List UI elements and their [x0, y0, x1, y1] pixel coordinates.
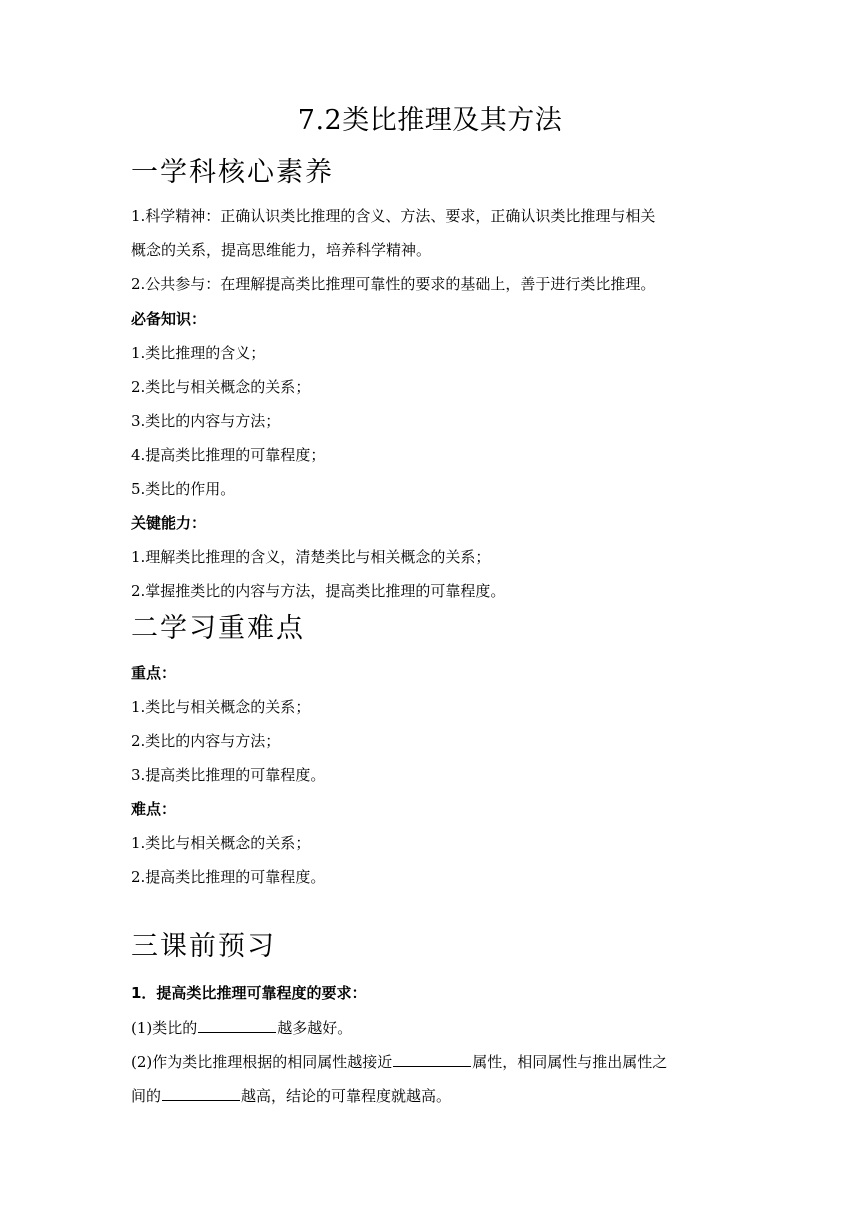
fill-blank[interactable] — [162, 1084, 240, 1101]
ability-item: 2.掌握推类比的内容与方法，提高类比推理的可靠程度。 — [131, 582, 506, 600]
question-1a — [131, 1016, 741, 1039]
question-1-label: 1．提高类比推理可靠程度的要求： — [131, 984, 367, 1002]
knowledge-item: 4.提高类比推理的可靠程度； — [131, 446, 326, 464]
key-point-item: 1.类比与相关概念的关系； — [131, 698, 311, 716]
knowledge-item: 3.类比的内容与方法； — [131, 412, 281, 430]
knowledge-item: 2.类比与相关概念的关系； — [131, 378, 311, 396]
key-points-label: 重点： — [131, 664, 177, 682]
required-knowledge-label: 必备知识： — [131, 310, 207, 328]
knowledge-item: 5.类比的作用。 — [131, 480, 236, 498]
fill-blank[interactable] — [393, 1050, 471, 1067]
document-title: 7.2类比推理及其方法 — [297, 105, 563, 136]
section-heading-2: 二学习重难点 — [131, 613, 305, 644]
question-1c-text-end: 越高，结论的可靠程度就越高。 — [241, 1087, 452, 1105]
literacy-item-1-line2: 概念的关系，提高思维能力，培养科学精神。 — [131, 241, 432, 259]
key-ability-label: 关键能力： — [131, 514, 207, 532]
question-1a-text-end: 越多越好。 — [277, 1019, 353, 1037]
key-point-item: 2.类比的内容与方法； — [131, 732, 281, 750]
question-1a-text: (1)类比的 — [131, 1019, 198, 1037]
question-1c-text: 间的 — [131, 1087, 162, 1105]
difficult-point-item: 1.类比与相关概念的关系； — [131, 834, 311, 852]
section-heading-1: 一学科核心素养 — [131, 157, 334, 188]
question-1b-text: (2)作为类比推理根据的相同属性越接近 — [131, 1053, 393, 1071]
literacy-item-1-line1: 1.科学精神：正确认识类比推理的含义、方法、要求，正确认识类比推理与相关 — [131, 207, 656, 225]
fill-blank[interactable] — [198, 1016, 276, 1033]
difficult-point-item: 2.提高类比推理的可靠程度。 — [131, 868, 326, 886]
section-heading-3: 三课前预习 — [131, 931, 276, 962]
literacy-item-2: 2.公共参与：在理解提高类比推理可靠性的要求的基础上，善于进行类比推理。 — [131, 275, 656, 293]
difficult-points-label: 难点： — [131, 800, 177, 818]
question-1c — [131, 1084, 741, 1107]
knowledge-item: 1.类比推理的含义； — [131, 344, 266, 362]
question-1b-text-end: 属性，相同属性与推出属性之 — [472, 1053, 668, 1071]
question-1b — [131, 1050, 741, 1073]
key-point-item: 3.提高类比推理的可靠程度。 — [131, 766, 326, 784]
ability-item: 1.理解类比推理的含义，清楚类比与相关概念的关系； — [131, 548, 491, 566]
